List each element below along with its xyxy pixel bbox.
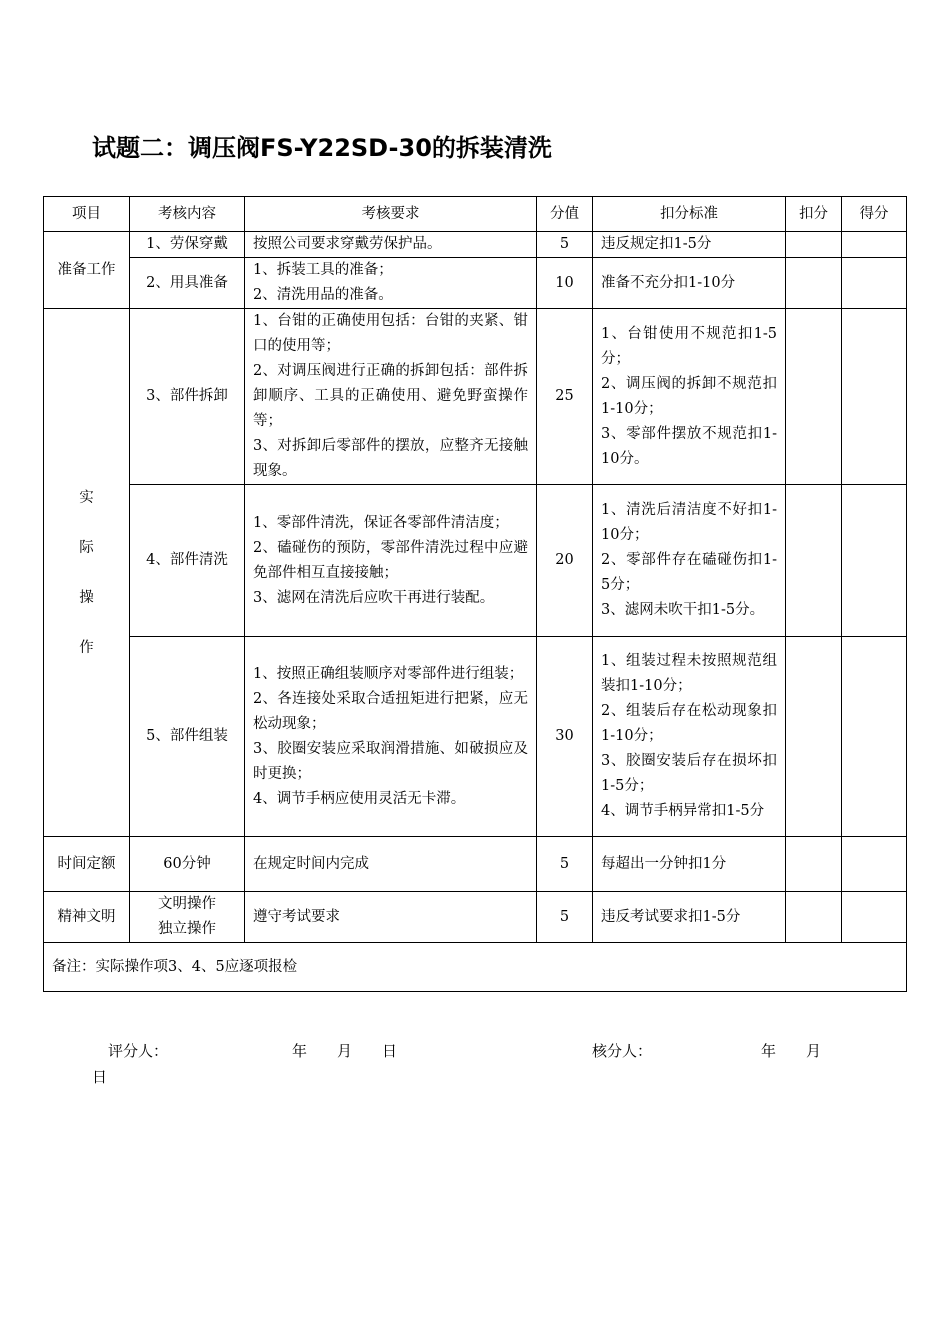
- header-cell: 扣分标准: [593, 197, 786, 232]
- deduction-input-cell[interactable]: [786, 637, 842, 837]
- note-row: [44, 943, 907, 992]
- deduction-standard-cell: 违反考试要求扣1-5分: [593, 892, 786, 943]
- deduction-input-cell[interactable]: [786, 892, 842, 943]
- content-cell: 2、用具准备: [130, 258, 245, 309]
- category-prep: 准备工作: [44, 232, 130, 309]
- requirement-cell: [245, 485, 537, 637]
- earned-score-cell[interactable]: [842, 485, 907, 637]
- category-practical: [44, 309, 130, 837]
- earned-score-cell[interactable]: [842, 232, 907, 258]
- score-cell: 30: [537, 637, 593, 837]
- standard-line: 3、零部件摆放不规范扣1-10分。: [601, 425, 777, 467]
- score-cell: 25: [537, 309, 593, 485]
- header-cell: 扣分: [786, 197, 842, 232]
- earned-score-cell[interactable]: [842, 637, 907, 837]
- header-cell: 项目: [44, 197, 130, 232]
- requirement-line: 2、清洗用品的准备。: [253, 287, 393, 303]
- category-char: 作: [79, 639, 94, 656]
- header-cell: 考核要求: [245, 197, 537, 232]
- score-table: [43, 196, 907, 992]
- standard-line: 4、调节手柄异常扣1-5分: [601, 803, 765, 819]
- standard-line: 2、调压阀的拆卸不规范扣1-10分；: [601, 375, 777, 417]
- score-cell: 5: [537, 232, 593, 258]
- score-cell: 10: [537, 258, 593, 309]
- content-cell: 1、劳保穿戴: [130, 232, 245, 258]
- earned-score-cell[interactable]: [842, 258, 907, 309]
- content-cell: 60分钟: [130, 837, 245, 892]
- requirement-line: 1、台钳的正确使用包括：台钳的夹紧、钳口的使用等；: [253, 313, 528, 354]
- table-row: [44, 258, 907, 309]
- table-row: [44, 232, 907, 258]
- requirement-line: 3、滤网在清洗后应吹干再进行装配。: [253, 589, 495, 606]
- category-char: 际: [79, 539, 94, 556]
- requirement-line: 1、零部件清洗，保证各零部件清洁度；: [253, 514, 509, 531]
- deduction-input-cell[interactable]: [786, 309, 842, 485]
- deduction-standard-cell: 每超出一分钟扣1分: [593, 837, 786, 892]
- checker-date-day: 日: [92, 1068, 108, 1086]
- note-cell: 备注：实际操作项3、4、5应逐项报检: [44, 943, 907, 992]
- page-title: 试题二：调压阀FS-Y22SD-30的拆装清洗: [92, 134, 552, 162]
- scorer-label: 评分人：: [108, 1042, 169, 1060]
- content-cell: [130, 892, 245, 943]
- earned-score-cell[interactable]: [842, 837, 907, 892]
- category-char: 实: [79, 489, 94, 506]
- standard-line: 3、滤网未吹干扣1-5分。: [601, 602, 765, 618]
- requirement-line: 4、调节手柄应使用灵活无卡滞。: [253, 790, 466, 807]
- requirement-line: 2、对调压阀进行正确的拆卸包括：部件拆卸顺序、工具的正确使用、避免野蛮操作等；: [253, 363, 528, 429]
- deduction-standard-cell: [593, 309, 786, 485]
- deduction-standard-cell: [593, 637, 786, 837]
- table-row: [44, 485, 907, 637]
- requirement-line: 3、对拆卸后零部件的摆放，应整齐无接触现象。: [253, 438, 528, 479]
- score-cell: 20: [537, 485, 593, 637]
- score-cell: 5: [537, 837, 593, 892]
- requirement-cell: [245, 637, 537, 837]
- category-char: 操: [79, 589, 94, 606]
- table-row: [44, 309, 907, 485]
- score-cell: 5: [537, 892, 593, 943]
- table-row: [44, 892, 907, 943]
- content-line: 文明操作: [158, 896, 216, 912]
- requirement-line: 1、按照正确组装顺序对零部件进行组装；: [253, 665, 524, 682]
- header-row: [44, 197, 907, 232]
- deduction-standard-cell: [593, 485, 786, 637]
- header-cell: 考核内容: [130, 197, 245, 232]
- requirement-line: 2、磕碰伤的预防，零部件清洗过程中应避免部件相互直接接触；: [253, 539, 528, 581]
- earned-score-cell[interactable]: [842, 309, 907, 485]
- requirement-cell: 遵守考试要求: [245, 892, 537, 943]
- content-cell: 4、部件清洗: [130, 485, 245, 637]
- standard-line: 1、台钳使用不规范扣1-5分；: [601, 325, 777, 367]
- requirement-cell: [245, 309, 537, 485]
- table-row: [44, 637, 907, 837]
- deduction-standard-cell: 准备不充分扣1-10分: [593, 258, 786, 309]
- standard-line: 3、胶圈安装后存在损坏扣1-5分；: [601, 753, 777, 794]
- requirement-cell: 按照公司要求穿戴劳保护品。: [245, 232, 537, 258]
- category-spirit: 精神文明: [44, 892, 130, 943]
- standard-line: 2、零部件存在磕碰伤扣1-5分；: [601, 552, 777, 593]
- checker-date: 年 月: [761, 1042, 822, 1060]
- requirement-line: 1、拆装工具的准备；: [253, 262, 393, 278]
- category-time: 时间定额: [44, 837, 130, 892]
- deduction-input-cell[interactable]: [786, 232, 842, 258]
- content-cell: 5、部件组装: [130, 637, 245, 837]
- header-cell: 分值: [537, 197, 593, 232]
- table-row: [44, 837, 907, 892]
- requirement-cell: [245, 258, 537, 309]
- requirement-line: 3、胶圈安装应采取润滑措施、如破损应及时更换；: [253, 740, 528, 782]
- checker-label: 核分人：: [592, 1042, 653, 1060]
- content-cell: 3、部件拆卸: [130, 309, 245, 485]
- scorer-date: 年 月 日: [292, 1042, 398, 1060]
- deduction-standard-cell: 违反规定扣1-5分: [593, 232, 786, 258]
- standard-line: 2、组装后存在松动现象扣1-10分；: [601, 703, 777, 744]
- content-line: 独立操作: [158, 921, 216, 937]
- deduction-input-cell[interactable]: [786, 837, 842, 892]
- requirement-line: 2、各连接处采取合适扭矩进行把紧，应无松动现象；: [253, 690, 528, 732]
- standard-line: 1、组装过程未按照规范组装扣1-10分；: [601, 653, 777, 694]
- standard-line: 1、清洗后清洁度不好扣1-10分；: [601, 502, 777, 543]
- deduction-input-cell[interactable]: [786, 258, 842, 309]
- header-cell: 得分: [842, 197, 907, 232]
- deduction-input-cell[interactable]: [786, 485, 842, 637]
- earned-score-cell[interactable]: [842, 892, 907, 943]
- requirement-cell: 在规定时间内完成: [245, 837, 537, 892]
